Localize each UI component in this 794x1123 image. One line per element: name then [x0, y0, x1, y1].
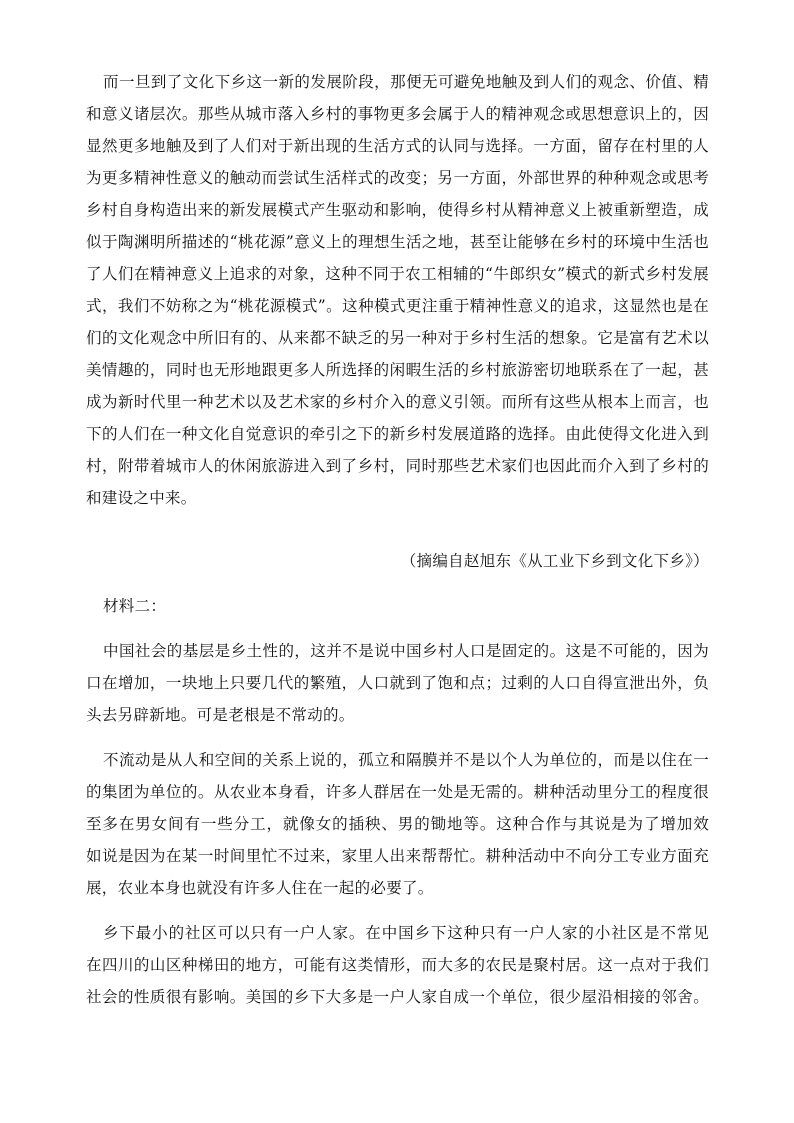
- text-line: 为更多精神性意义的触动而尝试生活样式的改变；另一方面，外部世界的种种观念或思考: [86, 169, 709, 187]
- text-line: 的集团为单位的。从农业本身看，许多人群居在一处是无需的。耕种活动里分工的程度很: [86, 783, 709, 801]
- text-line: 如说是因为在某一时间里忙不过来，家里人出来帮帮忙。耕种活动中不向分工专业方面充: [86, 847, 709, 865]
- text-line: 村，附带着城市人的休闲旅游进入到了乡村，同时那些艺术家们也因此而介入到了乡村的: [86, 457, 709, 475]
- text-line: 下的人们在一种文化自觉意识的牵引之下的新乡村发展道路的选择。由此使得文化进入到: [86, 425, 709, 443]
- text-line: 至多在男女间有一些分工，就像女的插秧、男的锄地等。这种合作与其说是为了增加效: [86, 815, 709, 833]
- text-line: 式，我们不妨称之为“桃花源模式”。这种模式更注重于精神性意义的追求，这显然也是在: [86, 297, 709, 315]
- text-line: 美情趣的，同时也无形地跟更多人所选择的闲暇生活的乡村旅游密切地联系在了一起，甚: [86, 361, 709, 379]
- text-line: 展，农业本身也就没有许多人住在一起的必要了。: [86, 879, 434, 897]
- text-line: 而一旦到了文化下乡这一新的发展阶段，那便无可避免地触及到人们的观念、价值、精: [103, 73, 709, 91]
- text-line: 在四川的山区种梯田的地方，可能有这类情形，而大多的农民是聚村居。这一点对于我们: [86, 956, 709, 974]
- text-line: 和建设之中来。: [86, 489, 197, 507]
- citation: （摘编自赵旭东《从工业下乡到文化下乡》）: [400, 552, 709, 570]
- text-line: 口在增加，一块地上只要几代的繁殖，人口就到了饱和点；过剩的人口自得宣泄出外，负: [86, 674, 709, 692]
- text-line: 乡下最小的社区可以只有一户人家。在中国乡下这种只有一户人家的小社区是不常见: [103, 924, 709, 942]
- text-line: 们的文化观念中所旧有的、从来都不缺乏的另一种对于乡村生活的想象。它是富有艺术以: [86, 329, 709, 347]
- text-line: 中国社会的基层是乡土性的，这并不是说中国乡村人口是固定的。这是不可能的，因为: [103, 642, 709, 660]
- text-line: 不流动是从人和空间的关系上说的，孤立和隔膜并不是以个人为单位的，而是以住在一: [103, 751, 709, 769]
- text-line: 和意义诸层次。那些从城市落入乡村的事物更多会属于人的精神观念或思想意识上的，因: [86, 105, 709, 123]
- text-line: 头去另辟新地。可是老根是不常动的。: [86, 706, 355, 724]
- text-line: 了人们在精神意义上追求的对象，这种不同于农工相辅的“牛郎织女”模式的新式乡村发展: [86, 265, 709, 283]
- text-line: 似于陶渊明所描述的“桃花源”意义上的理想生活之地，甚至让能够在乡村的环境中生活也: [86, 233, 709, 251]
- text-line: 乡村自身构造出来的新发展模式产生驱动和影响，使得乡村从精神意义上被重新塑造，成: [86, 201, 709, 219]
- text-line: 成为新时代里一种艺术以及艺术家的乡村介入的意义引领。而所有这些从根本上而言，也: [86, 393, 709, 411]
- section-heading: 材料二：: [103, 597, 167, 615]
- text-line: 显然更多地触及到了人们对于新出现的生活方式的认同与选择。一方面，留存在村里的人: [86, 137, 709, 155]
- text-line: 社会的性质很有影响。美国的乡下大多是一户人家自成一个单位，很少屋沿相接的邻舍。: [86, 988, 709, 1006]
